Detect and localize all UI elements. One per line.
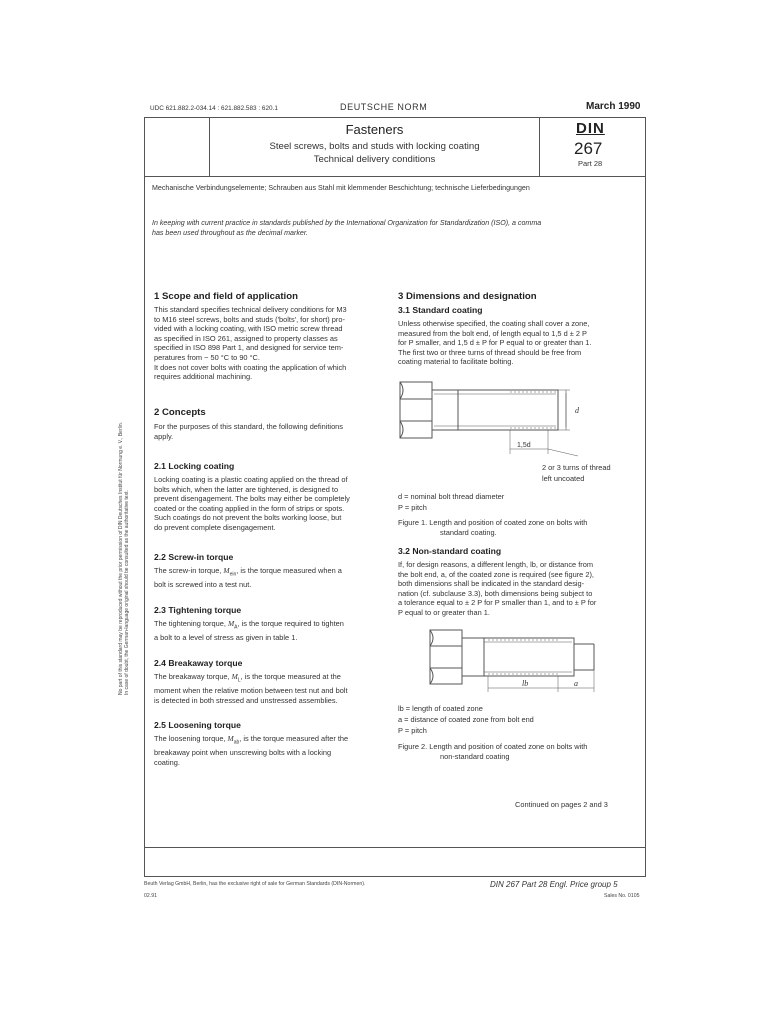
figure-1-caption: Figure 1. Length and position of coated zone on bolts with [398,518,588,527]
frame-right-line [645,117,646,877]
text-line: For the purposes of this standard, the following definitions [154,422,343,431]
text-line: bolts which, when the latter are tightened, is designed to [154,484,339,494]
continued-note: Continued on pages 2 and 3 [515,800,608,809]
text-line: moment when the relative motion between test nut and bolt [154,686,348,696]
text-line: The loosening torque, $M_{ab}$, is the torque measured after the [154,734,349,746]
frame-footer-line [144,847,646,848]
section-3-1-heading: 3.1 Standard coating [398,305,483,315]
text-line: the bolt end, a, of the coated zone is required (see figure 2), [398,569,594,579]
figure-2-legend-2: a = distance of coated zone from bolt end [398,715,534,724]
figure-1-legend-1: d = nominal bolt thread diameter [398,492,505,501]
figure-1-bolt-drawing [398,374,638,466]
decimal-note-line-1: In keeping with current practice in standards published by the International Organization for Standardization (ISO), a comma [152,219,542,227]
section-3-1-text [398,319,638,367]
footer-sales-rights: Beuth Verlag GmbH, Berlin, has the exclusive right of sale for German Standards (DIN-Normen). [144,881,366,887]
text-line: This standard specifies technical delivery conditions for M3 [154,305,347,314]
figure-2-caption-2: non-standard coating [440,752,510,761]
text-line: If, for design reasons, a different length, lb, or distance from [398,560,594,569]
frame-title-bottom-line [144,176,646,177]
frame-left-line [144,117,145,877]
section-2-2-heading: 2.2 Screw-in torque [154,552,234,562]
text-line: The screw-in torque, $M_{ein}$, is the torque measured when a [154,566,342,578]
figure-1-legend-2: P = pitch [398,503,427,512]
figure-2-lb-label: lb [522,679,529,688]
section-2-5-text [154,734,394,767]
section-2-heading: 2 Concepts [154,407,206,418]
text-line: specified in ISO 898 Part 1, and designed for service tem- [154,343,344,353]
title-divider-right [539,117,540,177]
text-line: coated or the coating applied in the form of strips or spots. [154,503,345,513]
section-2-3-heading: 2.3 Tightening torque [154,605,242,615]
copyright-side-note-line-1: No part of this standard may be reproduced without the prior permission of DIN Deutsches Institut für Normung e. V., Berlin. [118,421,124,695]
text-line: to M16 steel screws, bolts and studs ('bolts', for short) pro- [154,314,345,324]
text-line: The breakaway torque, $M_L$, is the torque measured at the [154,672,341,684]
footer-sales-number: Sales No. 0105 [604,893,640,899]
section-2-4-text [154,672,394,705]
footer-edition: 02.91 [144,893,157,899]
copyright-side-note-line-2: In case of doubt, the German-language original should be consulted as the authoritative text. [124,490,130,695]
figure-2-legend-3: P = pitch [398,726,427,735]
bolt-shank [432,390,558,430]
text-line: peratures from − 50 °C to 90 °C. [154,352,260,362]
standard-part: Part 28 [578,159,603,168]
section-2-5-heading: 2.5 Loosening torque [154,720,241,730]
figure-1-d-label: d [575,406,579,415]
figure-1-length-label: 1,5d [517,442,531,449]
text-line: vided with a locking coating, with ISO metric screw thread [154,324,343,334]
text-line: requires additional machining. [154,372,253,382]
section-2-text [154,422,394,441]
text-line: prevent disengagement. The bolts may either be completely [154,494,350,504]
section-1-heading: 1 Scope and field of application [154,291,298,302]
decimal-note-line-2: has been used throughout as the decimal marker. [152,229,308,237]
text-line: nation (cf. subclause 3.3), both dimensions being subject to [398,588,593,598]
text-line: coating material to facilitate bolting. [398,357,514,367]
text-line: both dimensions shall be indicated in the standard desig- [398,579,585,589]
section-3-heading: 3 Dimensions and designation [398,291,537,302]
text-line: Locking coating is a plastic coating applied on the thread of [154,475,348,484]
section-2-1-text [154,475,394,533]
text-line: apply. [154,431,174,441]
bolt-head [400,382,432,438]
german-title: Mechanische Verbindungselemente; Schrauben aus Stahl mit klemmender Beschichtung; technische Lieferbedingungen [152,184,530,192]
copyright-side-note [118,300,128,700]
frame-bottom-line [144,876,646,877]
text-line: coating. [154,757,180,767]
text-line: a tolerance equal to ± 2 P for P smaller than 1, and to ± P for [398,598,597,608]
figure-2-a-label: a [574,679,578,688]
section-2-1-heading: 2.1 Locking coating [154,461,235,471]
text-line: a bolt to a level of stress as given in table 1. [154,633,298,643]
din-logo: DIN [576,120,605,137]
text-line: do prevent complete disengagement. [154,522,276,532]
standard-number: 267 [574,139,603,158]
bolt-shank [462,638,574,676]
figure-1-note-2: left uncoated [542,474,585,483]
document-subtitle-2: Technical delivery conditions [313,154,436,165]
text-line: Such coatings do not prevent the bolts working loose, but [154,513,342,523]
section-1-text [154,305,394,382]
section-3-2-heading: 3.2 Non-standard coating [398,546,502,556]
frame-top-line [144,117,646,118]
section-2-4-heading: 2.4 Breakaway torque [154,658,243,668]
text-line: The tightening torque, $M_A$, is the torque required to tighten [154,619,344,631]
section-2-2-text [154,566,394,590]
figure-1-caption-2: standard coating. [440,528,497,537]
text-line: measured from the bolt end, of length equal to 1,5 d ± 2 P [398,328,587,338]
section-3-2-text [398,560,638,618]
text-line: is detected in both stressed and unstressed assemblies. [154,695,338,705]
figure-1-note-1: 2 or 3 turns of thread [542,463,611,472]
footer-standard-reference: DIN 267 Part 28 Engl. Price group 5 [490,880,618,889]
figure-2-caption: Figure 2. Length and position of coated zone on bolts with [398,742,588,751]
text-line: bolt is screwed into a test nut. [154,580,252,590]
document-subtitle: Steel screws, bolts and studs with locking coating [269,141,480,152]
text-line: as specified in ISO 261, assigned to property classes as [154,333,338,343]
publication-date: March 1990 [586,101,641,112]
publisher-label: DEUTSCHE NORM [340,102,428,112]
figure-2-bolt-drawing [398,624,638,700]
udc-code: UDC 621.882.2-034.14 : 621.882.583 : 620.1 [150,105,278,112]
text-line: breakaway point when unscrewing bolts with a locking [154,748,332,758]
text-line: It does not cover bolts with coating the application of which [154,362,347,372]
text-line: for P smaller, and 1,5 d ± P for P equal to or greater than 1. [398,338,592,348]
text-line: The first two or three turns of thread should be free from [398,347,582,357]
document-title: Fasteners [345,122,404,137]
text-line: Unless otherwise specified, the coating shall cover a zone, [398,319,590,328]
text-line: P equal to or greater than 1. [398,607,490,617]
section-2-3-text [154,619,394,643]
bolt-head [430,630,462,684]
figure-2-legend-1: lb = length of coated zone [398,704,483,713]
